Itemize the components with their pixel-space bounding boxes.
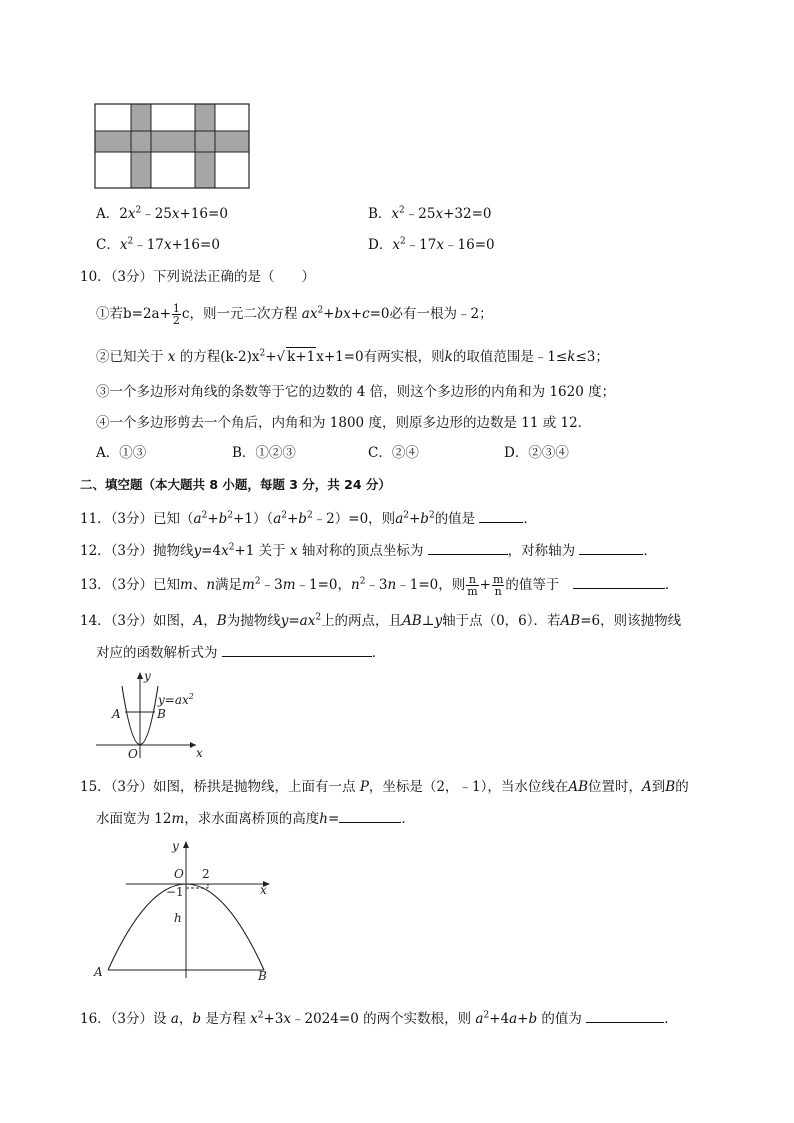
q10-statement-4: ④一个多边形剪去一个角后，内角和为 1800 度，则原多边形的边数是 11 或 12． xyxy=(96,415,592,431)
q16: 16．（3分）设 a，b 是方程 $x^2+3x﹣2024=0$ 的两个实数根，则 $a^2+4a+b$ 的值为 ． xyxy=(80,1008,678,1028)
q10-statement-3: ③一个多边形对角线的条数等于它的边数的 4 倍，则这个多边形的内角和为 1620 度； xyxy=(96,384,616,400)
q10-option-b: B．①②③ xyxy=(232,445,296,461)
q15-line-2: 水面宽为 12m，求水面离桥顶的高度h= ． xyxy=(96,808,415,828)
q15-point-b-label: B xyxy=(258,969,267,983)
q9-option-c: C．$x^2﹣17x+16=0$ xyxy=(96,236,220,253)
q16-answer-blank[interactable] xyxy=(586,1008,664,1023)
section-title-fill-in: 二、填空题（本大题共 8 小题，每题 3 分，共 24 分） xyxy=(80,477,391,492)
q11-answer-blank[interactable] xyxy=(479,508,523,523)
q15-tick-neg1-label: −1 xyxy=(166,885,184,899)
q14-line-1: 14．（3分）如图，A，B为抛物线$y=ax^2$上的两点，且AB⊥y轴于点（0，6）．若AB=6，则该抛物线 xyxy=(80,612,682,629)
q9-option-a: A．$2x^2﹣25x+16=0$ xyxy=(96,205,228,222)
q9-option-b: B．$x^2﹣25x+32=0$ xyxy=(368,205,492,222)
q15-tick-2-label: 2 xyxy=(202,867,210,881)
q15-answer-blank[interactable] xyxy=(339,808,401,823)
q13-answer-blank[interactable] xyxy=(573,574,665,589)
q14-answer-blank[interactable] xyxy=(222,642,372,657)
q9-option-d: D．$x^2﹣17x﹣16=0$ xyxy=(368,236,495,253)
q15-line-1: 15．（3分）如图，桥拱是抛物线，上面有一点 P，坐标是（2，﹣1），当水位线在AB位置时，A到B的 xyxy=(80,779,689,795)
q10-statement-2: ②已知关于 x 的方程$(k-2)x^2+√$ k+1x+1=0有两实根，则k的取值范围是﹣1≤k≤3； xyxy=(96,348,609,365)
q14-y-label: y xyxy=(144,669,151,683)
q14-parabola-figure xyxy=(92,668,212,760)
q12: 12．（3分）抛物线$y=4x^2+1$ 关于 x 轴对称的顶点坐标为 ，对称轴为 ． xyxy=(80,540,657,560)
q12-answer-blank-2[interactable] xyxy=(579,540,643,555)
q14-point-b-label: B xyxy=(157,707,166,721)
q12-answer-blank-1[interactable] xyxy=(428,540,508,555)
q14-x-label: x xyxy=(196,746,203,760)
q15-y-label: y xyxy=(172,839,179,853)
q14-origin-label: O xyxy=(128,747,138,760)
q14-line-2: 对应的函数解析式为 ． xyxy=(96,642,385,662)
q15-x-label: x xyxy=(260,883,267,897)
q10-option-d: D．②③④ xyxy=(504,445,569,461)
q13: 13．（3分）已知m、n满足$m^2﹣3m﹣1=0$，$n^2﹣3n﹣1=0$，则 $\frac{n}{m}$ + $\frac{m}{n}$ 的值等于 ． xyxy=(80,573,679,598)
q15-h-label: h xyxy=(174,911,182,925)
q15-point-a-label: A xyxy=(94,965,103,979)
q14-curve-label: $y=ax^2$ xyxy=(158,692,194,707)
q10-stem: 10．（3分）下列说法正确的是（ ） xyxy=(80,269,316,285)
q10-statement-1: ①若b=2a+ $\frac{1}{2}$ c，则一元二次方程 $ax^2+bx+c=0$必有一根为﹣2； xyxy=(96,302,493,327)
q10-option-c: C．②④ xyxy=(368,445,419,461)
grid-figure xyxy=(94,103,250,189)
q11: 11．（3分）已知$(a^2+b^2+1)(a^2+b^2﹣2)=0$，则$a^2+b^2$的值是 ． xyxy=(80,508,537,528)
q15-bridge-arch-figure xyxy=(90,836,280,984)
q15-origin-label: O xyxy=(174,867,184,881)
q10-option-a: A．①③ xyxy=(96,445,147,461)
q14-point-a-label: A xyxy=(112,707,121,721)
